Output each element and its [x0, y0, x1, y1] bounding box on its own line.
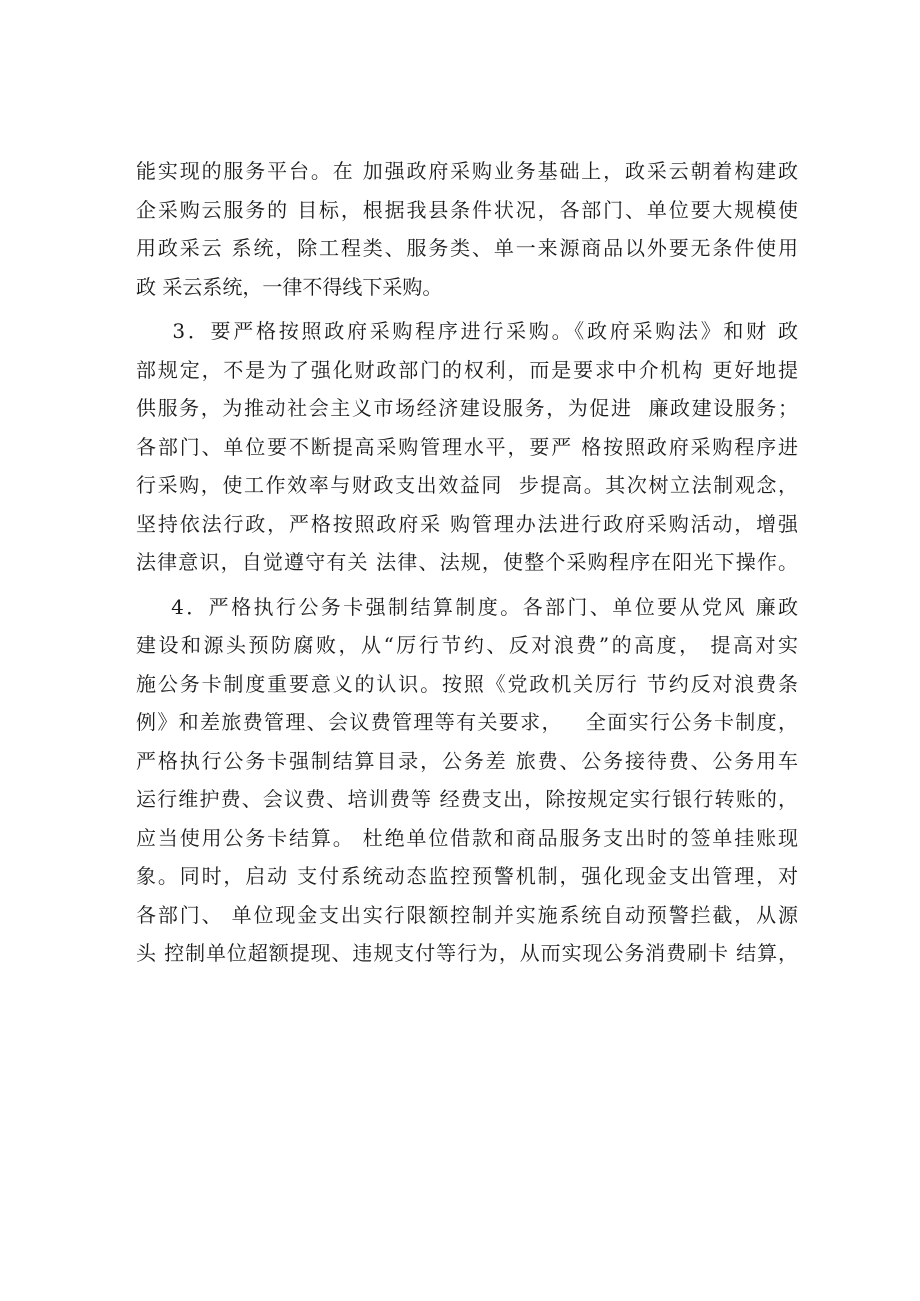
- paragraph-line: 运行维护费、会议费、培训费等 经费支出，除按规定实行银行转账的，: [136, 787, 798, 811]
- paragraph-line: 政 采云系统，一律不得线下采购。: [136, 274, 443, 299]
- paragraph-line: 建设和源头预防腐败，从“厉行节约、反对浪费”的高度， 提高对实: [136, 633, 798, 657]
- paragraph-line: 能实现的服务平台。在 加强政府采购业务基础上，政采云朝着构建政: [136, 159, 798, 183]
- paragraph-line: 头 控制单位超额提现、违规支付等行为，从而实现公务消费刷卡 结算，: [136, 941, 798, 965]
- paragraph-line: 各部门、单位要不断提高采购管理水平，要严 格按照政府采购程序进: [136, 434, 798, 459]
- paragraph-line: 3．要严格按照政府采购程序进行采购。《政府采购法》和财 政: [136, 319, 798, 343]
- paragraph-line: 4．严格执行公务卡强制结算制度。各部门、单位要从党风 廉政: [136, 594, 798, 619]
- paragraph-3: [136, 588, 798, 973]
- paragraph-1: [136, 152, 798, 306]
- paragraph-line: 严格执行公务卡强制结算目录，公务差 旅费、公务接待费、公务用车: [136, 748, 798, 773]
- paragraph-line: 企采购云服务的 目标，根据我县条件状况，各部门、单位要大规模使: [136, 197, 798, 222]
- paragraph-line: 例》和差旅费管理、会议费管理等有关要求， 全面实行公务卡制度，: [136, 710, 798, 734]
- paragraph-line: 应当使用公务卡结算。 杜绝单位借款和商品服务支出时的签单挂账现: [136, 825, 798, 850]
- paragraph-line: 各部门、 单位现金支出实行限额控制并实施系统自动预警拦截，从源: [136, 902, 798, 927]
- document-body: [136, 152, 798, 973]
- paragraph-line: 供服务，为推动社会主义市场经济建设服务，为促进 廉政建设服务；: [136, 396, 798, 420]
- paragraph-line: 用政采云 系统，除工程类、服务类、单一来源商品以外要无条件使用: [136, 236, 798, 260]
- paragraph-line: 坚持依法行政，严格按照政府采 购管理办法进行政府采购活动，增强: [136, 511, 798, 536]
- paragraph-line: 象。同时，启动 支付系统动态监控预警机制，强化现金支出管理，对: [136, 864, 798, 888]
- paragraph-line: 法律意识，自觉遵守有关 法律、法规，使整个采购程序在阳光下操作。: [136, 550, 798, 574]
- paragraph-line: 行采购，使工作效率与财政支出效益同 步提高。其次树立法制观念，: [136, 473, 798, 497]
- paragraph-line: 施公务卡制度重要意义的认识。按照《党政机关厉行 节约反对浪费条: [136, 671, 798, 696]
- paragraph-line: 部规定，不是为了强化财政部门的权利，而是要求中介机构 更好地提: [136, 357, 798, 382]
- paragraph-2: [136, 312, 798, 582]
